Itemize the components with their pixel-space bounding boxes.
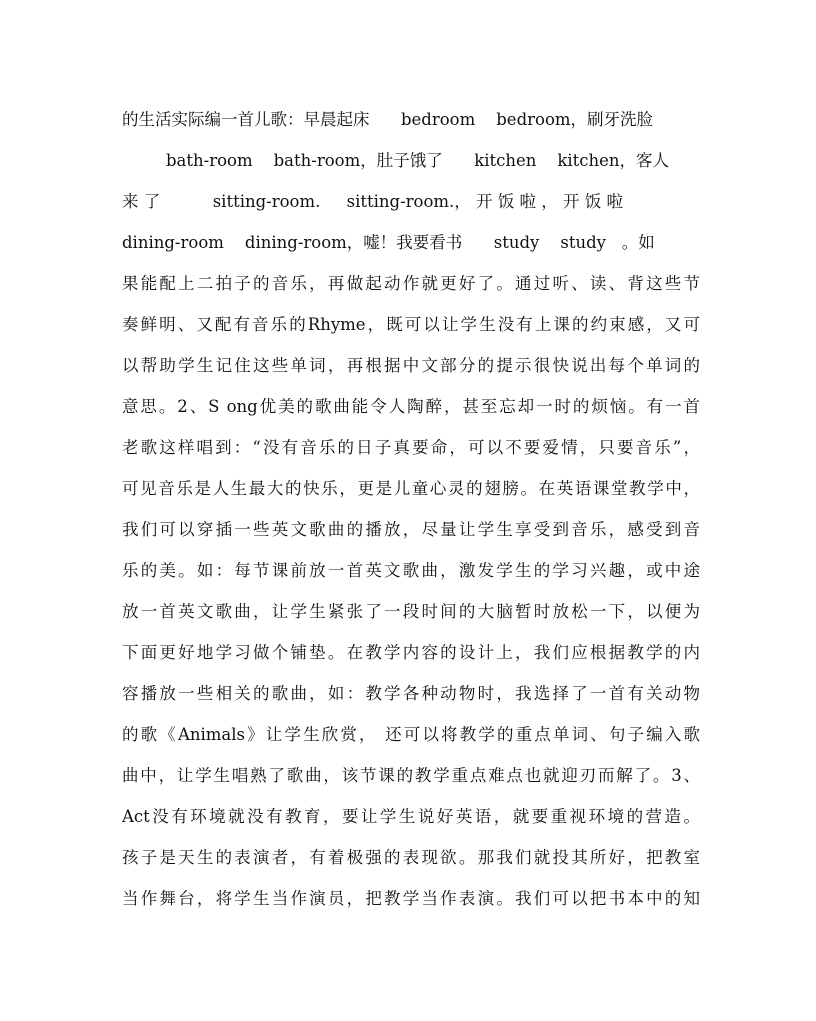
text-line-16: 的歌《Animals》让学生欣赏， 还可以将教学的重点单词、句子编入歌	[122, 725, 700, 744]
text-line-12: 乐的美。如：每节课前放一首英文歌曲，激发学生的学习兴趣，或中途	[122, 561, 700, 580]
text-line-19: 孩子是天生的表演者，有着极强的表现欲。那我们就投其所好，把教室	[122, 848, 700, 867]
text-line-2: bath-room bath-room，肚子饿了 kitchen kitchen，客人	[166, 151, 670, 170]
text-line-11: 我们可以穿插一些英文歌曲的播放，尽量让学生享受到音乐，感受到音	[122, 520, 700, 539]
text-line-3: 来 了 sitting-room. sitting-room.， 开 饭 啦 ， 开 饭 啦	[122, 192, 624, 211]
text-line-9: 老歌这样唱到：“没有音乐的日子真要命，可以不要爱情，只要音乐”，	[122, 438, 700, 457]
text-line-4: dining-room dining-room，嘘！我要看书 study study 。如	[122, 233, 655, 252]
text-line-13: 放一首英文歌曲，让学生紧张了一段时间的大脑暂时放松一下，以便为	[122, 602, 700, 621]
text-line-1: 的生活实际编一首儿歌：早晨起床 bedroom bedroom，刷牙洗脸	[122, 110, 654, 129]
text-line-20: 当作舞台，将学生当作演员，把教学当作表演。我们可以把书本中的知	[122, 889, 700, 908]
text-line-6: 奏鲜明、又配有音乐的Rhyme，既可以让学生没有上课的约束感，又可	[122, 315, 700, 334]
text-line-18: Act没有环境就没有教育，要让学生说好英语，就要重视环境的营造。	[122, 807, 700, 826]
text-line-5: 果能配上二拍子的音乐，再做起动作就更好了。通过听、读、背这些节	[122, 274, 700, 293]
text-line-8: 意思。2、S ong优美的歌曲能令人陶醉，甚至忘却一时的烦恼。有一首	[122, 397, 700, 416]
text-line-14: 下面更好地学习做个铺垫。在教学内容的设计上，我们应根据教学的内	[122, 643, 700, 662]
text-line-7: 以帮助学生记住这些单词，再根据中文部分的提示很快说出每个单词的	[122, 356, 700, 375]
text-line-15: 容播放一些相关的歌曲，如：教学各种动物时，我选择了一首有关动物	[122, 684, 700, 703]
text-line-17: 曲中，让学生唱熟了歌曲，该节课的教学重点难点也就迎刃而解了。3、	[122, 766, 700, 785]
text-line-10: 可见音乐是人生最大的快乐，更是儿童心灵的翅膀。在英语课堂教学中，	[122, 479, 700, 498]
